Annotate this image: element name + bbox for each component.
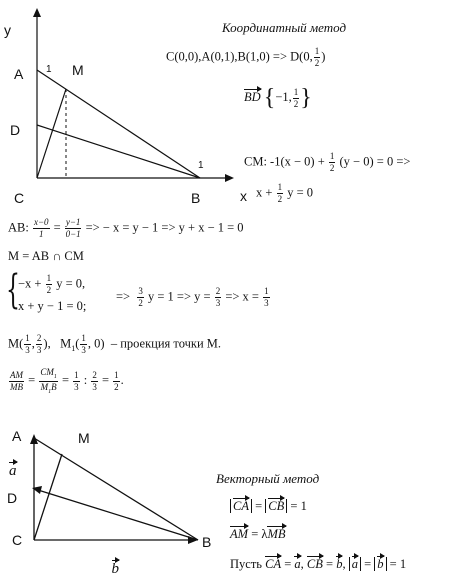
cm-equation-line: CM: -1(x − 0) + $\frac{1}{2}$ (y − 0) = 0 => [244,151,411,173]
point-b-label: B [191,190,201,206]
coordinate-diagram [0,0,240,205]
ratio-line: $\frac{AM}{MB}$ = $\frac{CM_1}{M_1B}$ = $\frac{1}{3}$ : $\frac{2}{3}$ = $\frac{1}{2}$ . [10,367,124,395]
x-axis-arrow [225,174,234,182]
m-projection-line: M( $\frac{1}{3}$ , $\frac{2}{3}$ ), $M_1$( $\frac{1}{3}$ , 0) – проекция точки M. [8,333,222,355]
m-intersection-line: M = AB ∩ CM [8,249,84,263]
vector-method-title: Векторный метод [216,471,320,486]
length-equation: CA = CB = 1 [230,500,307,513]
bd-components: −1, [275,89,292,104]
coord-method-title: Координатный метод [222,20,347,35]
bd-vector: BD [244,89,261,104]
point-a2-label: A [12,428,22,444]
cm-prefix: CM: -1(x − 0) + [244,154,325,169]
point-m2-label: M [78,430,90,446]
let-statement: Пусть CA = a, CB = b, a = b = 1 [230,557,407,571]
segment-cm-2 [34,454,62,540]
y-axis-arrow [33,8,41,17]
segment-bd [38,490,198,540]
cm-equation-simplified: x + $\frac{1}{2}$ y = 0 [256,182,313,204]
point-b2-label: B [202,534,212,550]
point-d-label: D [10,122,21,138]
point-c-label: C [14,190,25,206]
point-c2-label: C [12,532,23,548]
ab-equation-line: AB: $\frac{x-0}{1}$ = $\frac{y-1}{0-1}$ => − x = y − 1 => y + x − 1 = 0 [8,217,244,239]
projection-text: – проекция точки M. [110,336,222,351]
point-d2-label: D [7,490,18,506]
points-line: C(0,0),A(0,1),B(1,0) => D(0, $\frac{1}{2}$ ) [166,46,326,68]
segment-db [37,125,200,178]
tick-one-top: 1 [46,64,52,75]
am-lambda-equation: AM = λMB [230,527,286,541]
point-m-label: M [72,62,84,78]
half-fraction: $\frac{1}{2}$ [314,46,320,68]
tick-one-right: 1 [198,160,204,171]
points-text: C(0,0),A(0,1),B(1,0) => D(0, [166,49,313,64]
bd-vector-line: BD {−1, $\frac{1}{2}$ } [244,85,312,111]
x-axis-label: x [240,188,247,204]
vector-a-label: a [9,463,17,479]
point-a-label: A [14,66,24,82]
cm-suffix: (y − 0) = 0 => [339,154,411,169]
vector-b-label: b [111,561,119,577]
segment-ab-2 [34,438,198,540]
segment-ab [37,70,200,178]
vector-diagram [0,420,220,560]
y-axis-label: y [4,22,11,38]
